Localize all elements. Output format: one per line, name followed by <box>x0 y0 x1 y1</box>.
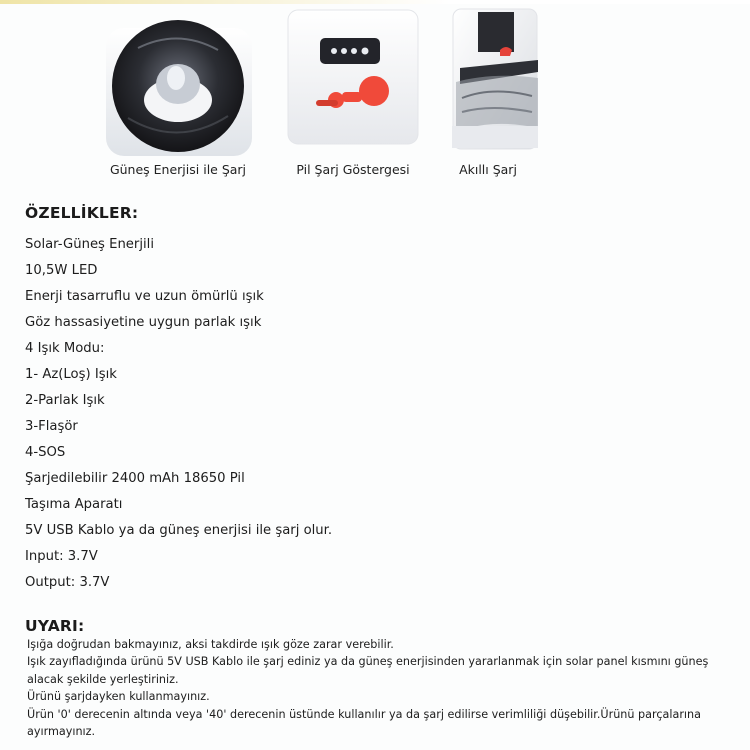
list-item: 2-Parlak Işık <box>25 393 105 408</box>
feature-caption: Pil Şarj Göstergesi <box>296 162 410 177</box>
warning-item: Ürün '0' derecenin altında veya '40' derecenin üstünde kullanılır ya da şarj edilirse verimliliği düşebilir.Ürünü parçalarına ayırmayınız. <box>27 707 701 739</box>
list-item: Enerji tasarruflu ve uzun ömürlü ışık <box>25 289 264 304</box>
list-item: Output: 3.7V <box>25 575 110 590</box>
warning-item: Ürünü şarjdayken kullanmayınız. <box>27 690 210 704</box>
solar-panel-lamp-image <box>98 8 258 158</box>
list-item: Şarjedilebilir 2400 mAh 18650 Pil <box>25 471 245 486</box>
list-item: Taşıma Aparatı <box>25 497 123 512</box>
list-item: Input: 3.7V <box>25 549 98 564</box>
features-list <box>25 232 332 596</box>
feature-caption: Akıllı Şarj <box>459 162 517 177</box>
list-item: Solar-Güneş Enerjili <box>25 237 154 252</box>
list-item: Göz hassasiyetine uygun parlak ışık <box>25 315 262 330</box>
battery-indicator-image <box>286 8 420 148</box>
warning-list <box>27 636 742 740</box>
smart-charge-image <box>452 8 538 150</box>
list-item: 10,5W LED <box>25 263 98 278</box>
warning-item: Işığa doğrudan bakmayınız, aksi takdirde ışık göze zarar verebilir. <box>27 638 394 651</box>
list-item: 4-SOS <box>25 445 66 460</box>
list-item: 4 Işık Modu: <box>25 341 105 356</box>
list-item: 3-Flaşör <box>25 419 78 434</box>
features-heading: ÖZELLİKLER: <box>25 204 139 222</box>
warning-heading: UYARI: <box>25 617 85 635</box>
warning-item: Işık zayıfladığında ürünü 5V USB Kablo ile şarj ediniz ya da güneş enerjisinden yararlanmak için solar panel kısmını güneş alacak şekilde yerleştiriniz. <box>27 655 709 686</box>
feature-caption: Güneş Enerjisi ile Şarj <box>109 162 247 177</box>
list-item: 5V USB Kablo ya da güneş enerjisi ile şarj olur. <box>25 523 333 538</box>
list-item: 1- Az(Loş) Işık <box>25 367 117 382</box>
top-accent-strip <box>0 0 750 4</box>
